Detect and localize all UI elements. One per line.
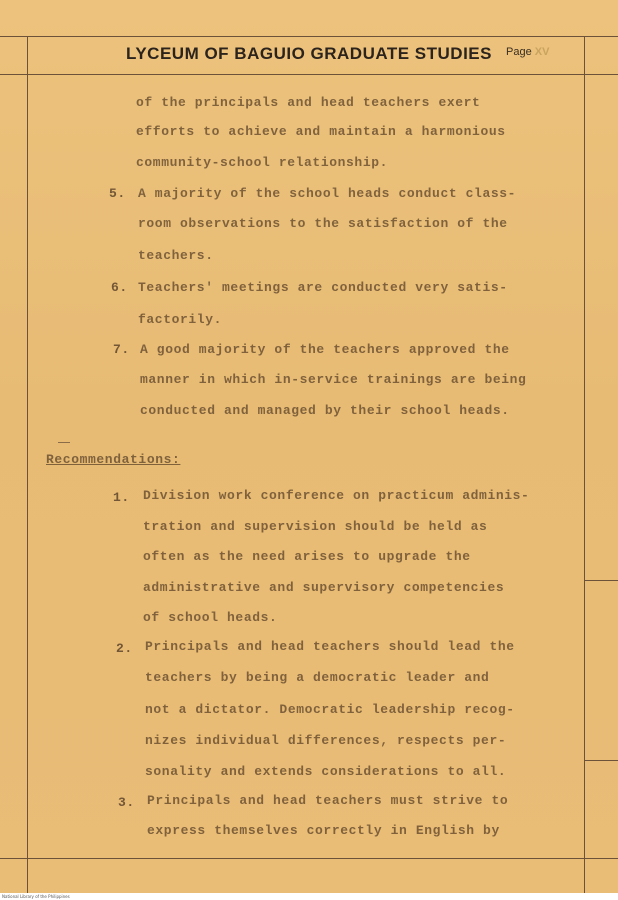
body-line: of the principals and head teachers exert [136, 95, 481, 110]
body-line: manner in which in-service trainings are being [140, 372, 527, 387]
scan-footer: National Library of the Philippines [0, 893, 618, 900]
body-line: community-school relationship. [136, 155, 389, 170]
bottom-rule [0, 858, 618, 859]
body-line: not a dictator. Democratic leadership recog- [145, 702, 515, 717]
page-number: XV [534, 46, 550, 58]
body-line: Principals and head teachers should lead the [145, 639, 515, 654]
body-line: room observations to the satisfaction of the [138, 216, 508, 231]
page-number-label [506, 46, 549, 58]
header-rule [0, 74, 618, 75]
item-number: 7. [113, 342, 130, 357]
right-margin-rule-2 [584, 760, 618, 761]
body-line: Teachers' meetings are conducted very satis- [138, 280, 508, 295]
body-line: teachers by being a democratic leader and [145, 670, 490, 685]
section-heading: Recommendations: [46, 452, 181, 467]
body-line: tration and supervision should be held as [143, 519, 488, 534]
body-line: efforts to achieve and maintain a harmonious [136, 124, 506, 139]
body-line: conducted and managed by their school heads. [140, 403, 510, 418]
margin-dash [58, 442, 70, 443]
body-line: teachers. [138, 248, 214, 263]
item-number: 1. [113, 490, 130, 505]
body-line: sonality and extends considerations to all. [145, 764, 507, 779]
top-rule [0, 36, 618, 37]
body-line: A good majority of the teachers approved the [140, 342, 510, 357]
body-line: factorily. [138, 312, 223, 327]
body-line: express themselves correctly in English by [147, 823, 500, 838]
item-number: 5. [109, 186, 126, 201]
item-number: 6. [111, 280, 128, 295]
right-margin-rule [584, 36, 585, 893]
page-title: LYCEUM OF BAGUIO GRADUATE STUDIES [126, 44, 492, 63]
body-line: nizes individual differences, respects per- [145, 733, 507, 748]
body-line: Division work conference on practicum adminis- [143, 488, 530, 503]
page-word: Page [506, 46, 532, 58]
body-line: Principals and head teachers must strive to [147, 793, 509, 808]
body-line: A majority of the school heads conduct class- [138, 186, 517, 201]
body-line: administrative and supervisory competencies [143, 580, 505, 595]
item-number: 2. [116, 641, 133, 656]
body-line: often as the need arises to upgrade the [143, 549, 471, 564]
body-line: of school heads. [143, 610, 278, 625]
left-margin-rule [27, 36, 28, 893]
item-number: 3. [118, 795, 135, 810]
right-margin-rule-1 [584, 580, 618, 581]
